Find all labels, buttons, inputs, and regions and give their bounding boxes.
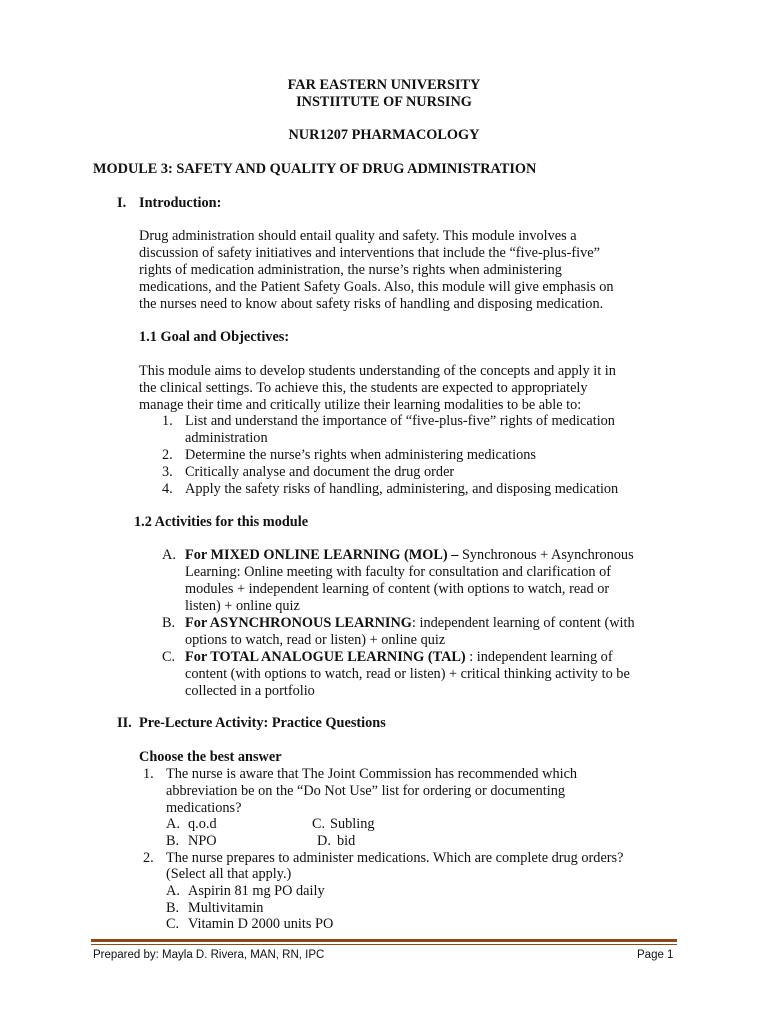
prelecture-heading: Pre-Lecture Activity: Practice Questions xyxy=(139,715,386,731)
intro-line: Drug administration should entail quality and safety. This module involves a xyxy=(139,228,577,244)
activity-desc: : independent learning of content (with xyxy=(411,615,635,631)
objective-number: 2. xyxy=(162,447,173,463)
objective-text: Apply the safety risks of handling, administering, and disposing medication xyxy=(185,481,619,497)
goals-line: This module aims to develop students understanding of the concepts and apply it in xyxy=(139,363,616,379)
course-title: NUR1207 PHARMACOLOGY xyxy=(288,127,480,143)
activity-desc-line: listen) + online quiz xyxy=(185,598,300,614)
option-text: q.o.d xyxy=(188,816,217,832)
module-title: MODULE 3: SAFETY AND QUALITY OF DRUG ADMINISTRATION xyxy=(93,161,537,177)
section-numeral-prelecture: II. xyxy=(117,715,132,731)
goals-line: the clinical settings. To achieve this, the students are expected to appropriately xyxy=(139,380,588,396)
activity-desc: : independent learning of xyxy=(465,649,613,665)
objective-text: Determine the nurse’s rights when administering medications xyxy=(185,447,536,463)
option-letter: C. xyxy=(166,916,180,932)
objective-text: Critically analyse and document the drug order xyxy=(185,464,455,480)
option-text: Vitamin D 2000 units PO xyxy=(188,916,334,932)
goals-paragraph xyxy=(139,363,655,414)
footer-rule-thin xyxy=(91,944,677,945)
option-letter: D. xyxy=(317,833,331,849)
objective-number: 3. xyxy=(162,464,173,480)
activity-desc-line: modules + independent learning of content (with options to watch, read or xyxy=(185,581,610,597)
page-number: Page 1 xyxy=(637,949,674,961)
option-letter: B. xyxy=(166,833,180,849)
option-letter: B. xyxy=(166,900,180,916)
option-text: Multivitamin xyxy=(188,900,264,916)
option-text: Subling xyxy=(330,816,375,832)
activity-desc-line: content (with options to watch, read or listen) + critical thinking activity to be xyxy=(185,666,630,682)
option-letter: A. xyxy=(166,883,180,899)
activity-c xyxy=(185,649,675,666)
activity-desc: Synchronous + Asynchronous xyxy=(458,547,634,563)
activities-heading: 1.2 Activities for this module xyxy=(134,514,309,530)
prepared-by: Prepared by: Mayla D. Rivera, MAN, RN, IPC xyxy=(93,949,325,961)
objective-text: List and understand the importance of “five-plus-five” rights of medication xyxy=(185,413,615,429)
goals-heading: 1.1 Goal and Objectives: xyxy=(139,329,290,345)
question-text: medications? xyxy=(166,800,242,816)
intro-paragraph xyxy=(139,228,655,313)
option-letter: A. xyxy=(166,816,180,832)
option-text: Aspirin 81 mg PO daily xyxy=(188,883,325,899)
intro-line: discussion of safety initiatives and interventions that include the “five-plus-five” xyxy=(139,245,600,261)
activity-mode-label: For ASYNCHRONOUS LEARNING xyxy=(185,615,412,631)
activity-desc-line: options to watch, read or listen) + online quiz xyxy=(185,632,446,648)
activity-b xyxy=(185,615,675,632)
question-text: The nurse prepares to administer medications. Which are complete drug orders? xyxy=(166,850,624,866)
option-text: NPO xyxy=(188,833,217,849)
intro-heading: Introduction: xyxy=(139,195,222,211)
activity-letter: A. xyxy=(162,547,176,563)
question-text: abbreviation be on the “Do Not Use” list for ordering or documenting xyxy=(166,783,566,799)
question-number: 2. xyxy=(143,850,154,866)
institute-name: INSTIITUTE OF NURSING xyxy=(296,94,472,110)
activity-a xyxy=(185,547,675,564)
intro-line: medications, and the Patient Safety Goals. Also, this module will give emphasis on xyxy=(139,279,614,295)
option-letter: C. xyxy=(312,816,326,832)
question-number: 1. xyxy=(143,766,154,782)
activity-letter: B. xyxy=(162,615,176,631)
instruction: Choose the best answer xyxy=(139,749,282,765)
university-name: FAR EASTERN UNIVERSITY xyxy=(287,77,481,93)
intro-line: the nurses need to know about safety risks of handling and disposing medication. xyxy=(139,296,604,312)
activity-mode-label: For MIXED ONLINE LEARNING (MOL) – xyxy=(185,547,459,563)
objective-number: 4. xyxy=(162,481,173,497)
goals-line: manage their time and critically utilize their learning modalities to be able to: xyxy=(139,397,582,413)
question-text: (Select all that apply.) xyxy=(166,866,292,882)
activity-desc-line: collected in a portfolio xyxy=(185,683,315,699)
question-text: The nurse is aware that The Joint Commission has recommended which xyxy=(166,766,578,782)
footer-rule-thick xyxy=(91,939,677,942)
intro-line: rights of medication administration, the nurse’s rights when administering xyxy=(139,262,562,278)
activity-letter: C. xyxy=(162,649,176,665)
option-text: bid xyxy=(337,833,356,849)
section-numeral-intro: I. xyxy=(117,195,127,211)
activity-mode-label: For TOTAL ANALOGUE LEARNING (TAL) xyxy=(185,649,466,665)
objective-number: 1. xyxy=(162,413,173,429)
activity-desc-line: Learning: Online meeting with faculty for consultation and clarification of xyxy=(185,564,611,580)
objective-text-cont: administration xyxy=(185,430,268,446)
